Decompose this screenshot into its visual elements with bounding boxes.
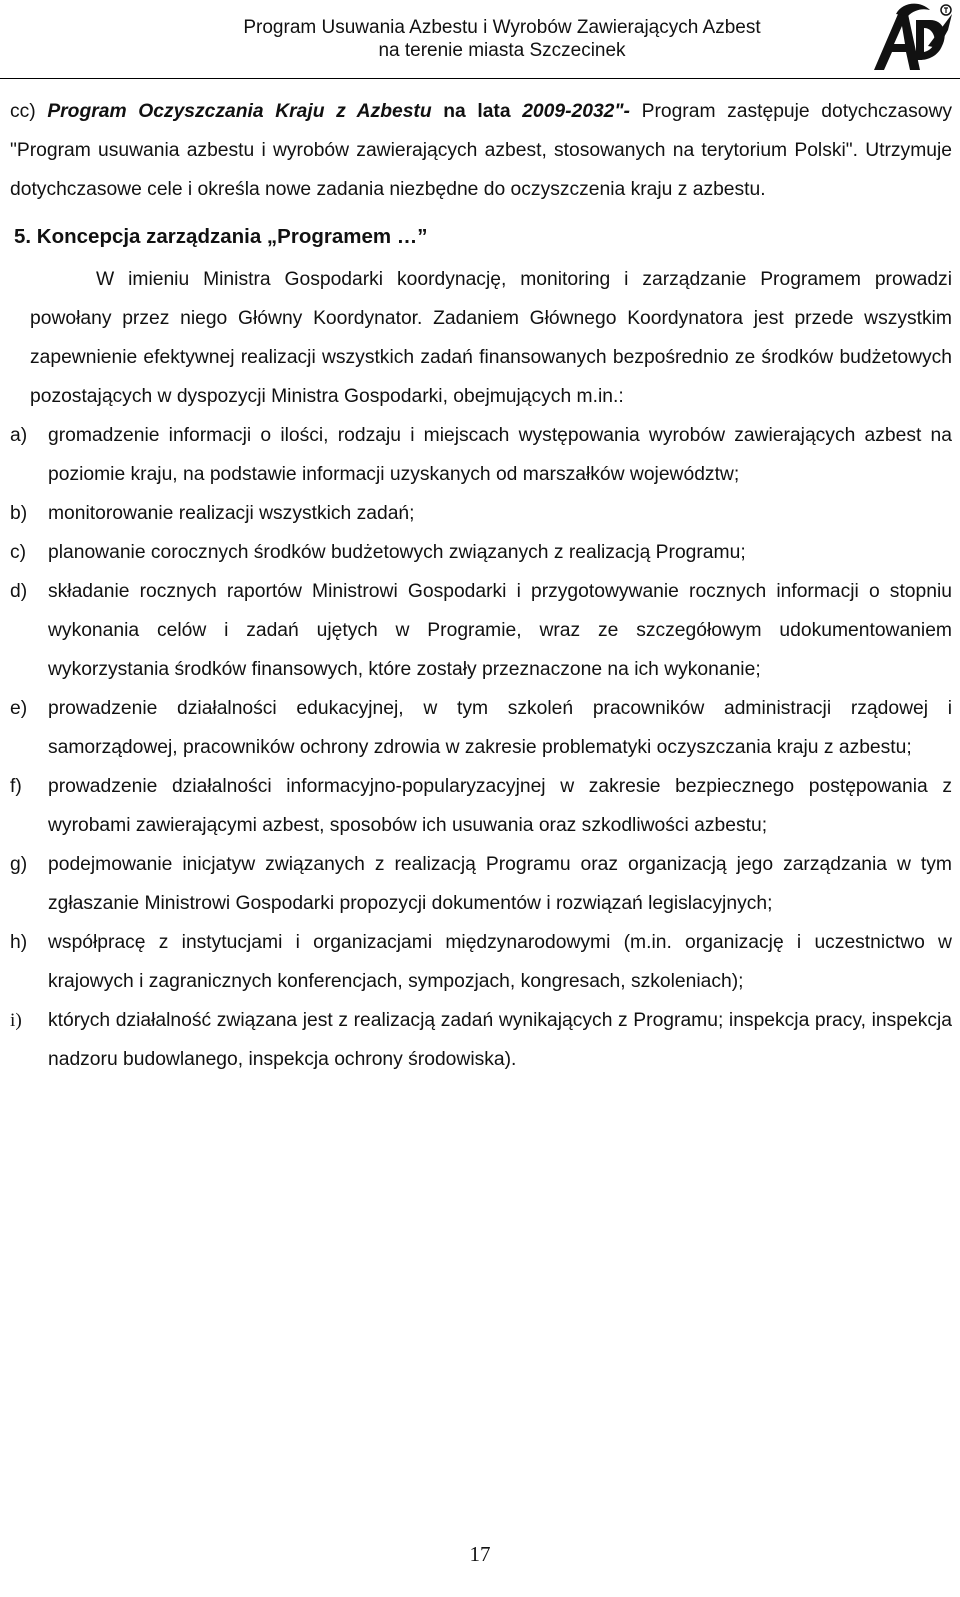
list-text: prowadzenie działalności informacyjno-popularyzacyjnej w zakresie bezpiecznego postępowania z wyrobami zawierającymi azbest, sposobów ich usuwania oraz szkodliwości azbestu; [48,776,952,836]
cc-text: Program zastępuje dotychczasowy "Program usuwania azbestu i wyrobów zawierających azbest, stosowanych na terytorium Polski". Utrzymuje dotychczasowe cele i określa nowe zadania niezbędne do oczyszczenia kraju z azbestu. [10,101,953,200]
paragraph-cc [10,92,952,209]
header-title-line1: Program Usuwania Azbestu i Wyrobów Zawierających Azbest [243,17,761,38]
list-letter: i) [10,1010,22,1031]
years-prefix: na lata [443,101,511,122]
list-item [10,416,952,494]
list-text: monitorowanie realizacji wszystkich zadań; [48,503,415,524]
list-letter: a) [10,425,28,446]
document-body [10,92,952,1079]
list-item [10,572,952,689]
list-item [10,689,952,767]
page-header [0,0,960,78]
task-list [10,416,952,1079]
list-letter: b) [10,503,28,524]
header-title [152,16,852,62]
program-name: Program Oczyszczania Kraju z Azbestu [47,101,432,122]
list-letter: h) [10,932,28,953]
header-title-line2: na terenie miasta Szczecinek [378,40,626,61]
section-heading: 5. Koncepcja zarządzania „Programem …” [14,225,428,248]
list-item [10,923,952,1001]
list-item [10,533,952,572]
cc-label: cc) [10,101,36,122]
list-item [10,845,952,923]
list-text: składanie rocznych raportów Ministrowi Gospodarki i przygotowywanie rocznych informacji o stopniu wykonania celów i zadań ujętych w Programie, wraz ze szczegółowym udokumentowaniem wykorzystania środków finansowych, które zostały przeznaczone na ich wykonanie; [48,581,952,680]
list-text: podejmowanie inicjatyw związanych z realizacją Programu oraz organizacją jego zarządzania w tym zgłaszanie Ministrowi Gospodarki propozycji dokumentów i rozwiązań legislacyjnych; [48,854,952,914]
years: 2009-2032"- [522,101,630,122]
list-item [10,1001,952,1079]
list-item [10,767,952,845]
list-letter: f) [10,776,22,797]
list-letter: c) [10,542,27,563]
list-text: gromadzenie informacji o ilości, rodzaju i miejscach występowania wyrobów zawierających azbest na poziomie kraju, na podstawie informacji uzyskanych od marszałków województw; [48,425,952,485]
header-divider [0,78,960,79]
list-item [10,494,952,533]
logo-icon [868,0,954,74]
section-intro: W imieniu Ministra Gospodarki koordynację, monitoring i zarządzanie Programem prowadzi powołany przez niego Główny Koordynator. Zadaniem Głównego Koordynatora jest przede wszystkim zapewnienie efektywnej realizacji wszystkich zadań finansowanych bezpośrednio ze środków budżetowych pozostających w dyspozycji Ministra Gospodarki, obejmujących m.in.: [30,269,952,407]
list-letter: e) [10,698,28,719]
list-text: planowanie corocznych środków budżetowych związanych z realizacją Programu; [48,542,746,563]
page-number: 17 [469,1542,491,1566]
list-text: współpracę z instytucjami i organizacjami międzynarodowymi (m.in. organizację i uczestnictwo w krajowych i zagranicznych konferencjach, sympozjach, kongresach, szkoleniach); [48,932,952,992]
list-text: prowadzenie działalności edukacyjnej, w tym szkoleń pracowników administracji rządowej i samorządowej, pracowników ochrony zdrowia w zakresie problematyki oczyszczania kraju z azbestu; [48,698,952,758]
list-letter: g) [10,854,28,875]
list-text: których działalność związana jest z realizacją zadań wynikających z Programu; inspekcja pracy, inspekcja nadzoru budowlanego, inspekcja ochrony środowiska). [48,1010,952,1070]
list-letter: d) [10,581,28,602]
